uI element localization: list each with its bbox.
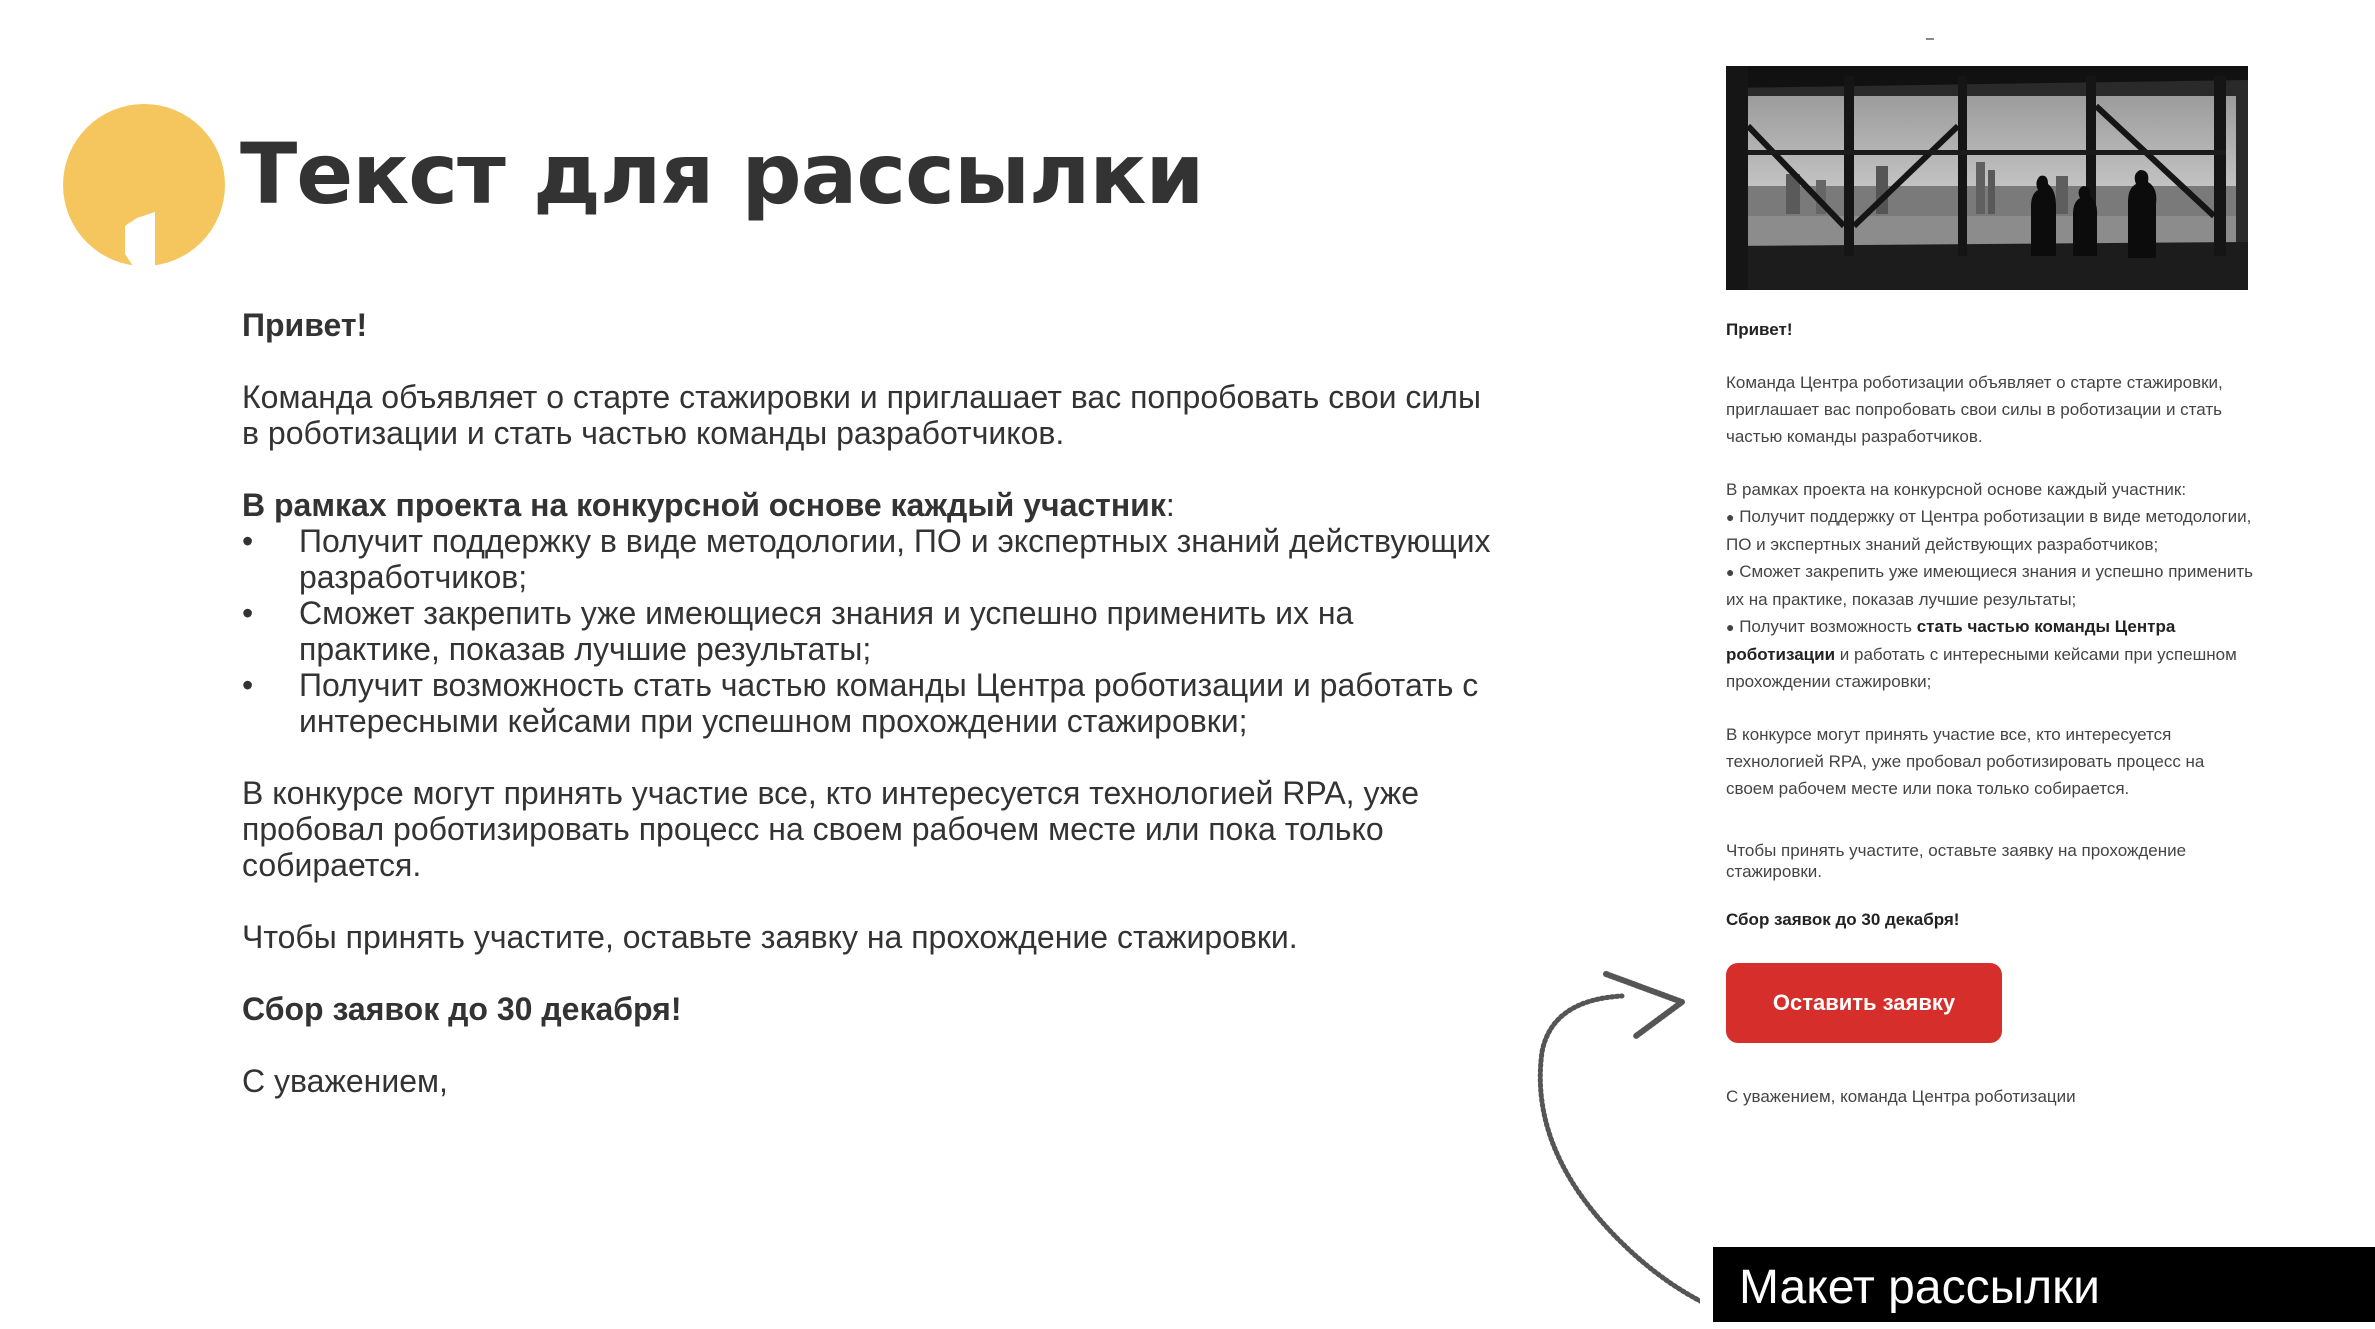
list-item: [1726, 558, 2256, 613]
list-item-text-pre: Получит возможность: [1739, 617, 1917, 636]
photo-illustration: [1726, 66, 2248, 290]
list-item-text: Сможет закрепить уже имеющиеся знания и успешно применить их на практике, показав лучшие результаты;: [299, 595, 1354, 667]
letter-greeting: Привет!: [242, 307, 368, 343]
mockup-greeting: Привет!: [1726, 320, 1793, 339]
bullet-mark: ●: [1726, 509, 1735, 525]
letter-intro: Команда объявляет о старте стажировки и приглашает вас попробовать свои силы в роботизации и стать частью команды разработчиков.: [242, 379, 1481, 451]
list-item: [242, 667, 1502, 739]
mockup-deadline: Сбор заявок до 30 декабря!: [1726, 910, 1960, 929]
curved-arrow-icon: [1510, 960, 1700, 1320]
bullet-mark: •: [242, 523, 254, 559]
list-item-text: Получит поддержку в виде методологии, ПО и экспертных знаний действующих разработчиков;: [299, 523, 1491, 595]
office-window-city-photo: [1726, 66, 2248, 290]
mockup-scope: В рамках проекта на конкурсной основе каждый участник:: [1726, 480, 2187, 499]
letter-scope-colon: :: [1165, 487, 1175, 523]
list-item-text: Сможет закрепить уже имеющиеся знания и успешно применить их на практике, показав лучшие результаты;: [1726, 562, 2254, 609]
mockup-intro: Команда Центра роботизации объявляет о старте стажировки, приглашает вас попробовать свои силы в роботизации и стать частью команды разработчиков.: [1726, 373, 2223, 446]
list-item-text: Получит поддержку от Центра роботизации в виде методологии, ПО и экспертных знаний действующих разработчиков;: [1726, 507, 2252, 554]
letter-deadline: Сбор заявок до 30 декабря!: [242, 991, 682, 1027]
email-mockup: [1726, 66, 2256, 1110]
mockup-benefits-list: [1726, 503, 2256, 695]
bullet-mark: •: [242, 595, 254, 631]
bullet-mark: ●: [1726, 564, 1735, 580]
newsletter-text: [242, 307, 1502, 1099]
letter-benefits-list: [242, 523, 1502, 739]
mockup-signoff: С уважением, команда Центра роботизации: [1726, 1087, 2076, 1106]
letter-contest: В конкурсе могут принять участие все, кто интересуется технологией RPA, уже пробовал роботизировать процесс на своем рабочем месте или пока только собирается.: [242, 775, 1420, 883]
list-item-text-bold: стать частью команды Центра роботизации: [1726, 617, 2176, 664]
top-dash-mark: [1926, 38, 1934, 40]
slide-title: Текст для рассылки: [240, 125, 1204, 223]
letter-scope: [242, 487, 1502, 523]
submit-application-button[interactable]: Оставить заявку: [1726, 963, 2002, 1043]
bullet-mark: •: [242, 667, 254, 703]
list-item-text: Получит возможность стать частью команды Центра роботизации и работать с интересными кейсами при успешном прохождении стажировки;: [299, 667, 1479, 739]
mockup-cta: Чтобы принять участите, оставьте заявку на прохождение стажировки.: [1726, 841, 2187, 881]
letter-signoff: С уважением,: [242, 1063, 448, 1099]
list-item: [242, 595, 1502, 667]
mockup-contest: В конкурсе могут принять участие все, кто интересуется технологией RPA, уже пробовал роботизировать процесс на своем рабочем месте или пока только собирается.: [1726, 725, 2205, 798]
bullet-mark: ●: [1726, 619, 1735, 635]
list-item: [242, 523, 1502, 595]
brand-logo-icon: [63, 104, 225, 266]
letter-scope-bold: В рамках проекта на конкурсной основе каждый участник: [242, 487, 1166, 523]
mockup-caption: Макет рассылки: [1713, 1247, 2375, 1322]
list-item: [1726, 613, 2256, 695]
letter-cta: Чтобы принять участите, оставьте заявку на прохождение стажировки.: [242, 919, 1298, 955]
list-item-text-post: и работать с интересными кейсами при успешном прохождении стажировки;: [1726, 645, 2237, 691]
list-item: [1726, 503, 2256, 558]
